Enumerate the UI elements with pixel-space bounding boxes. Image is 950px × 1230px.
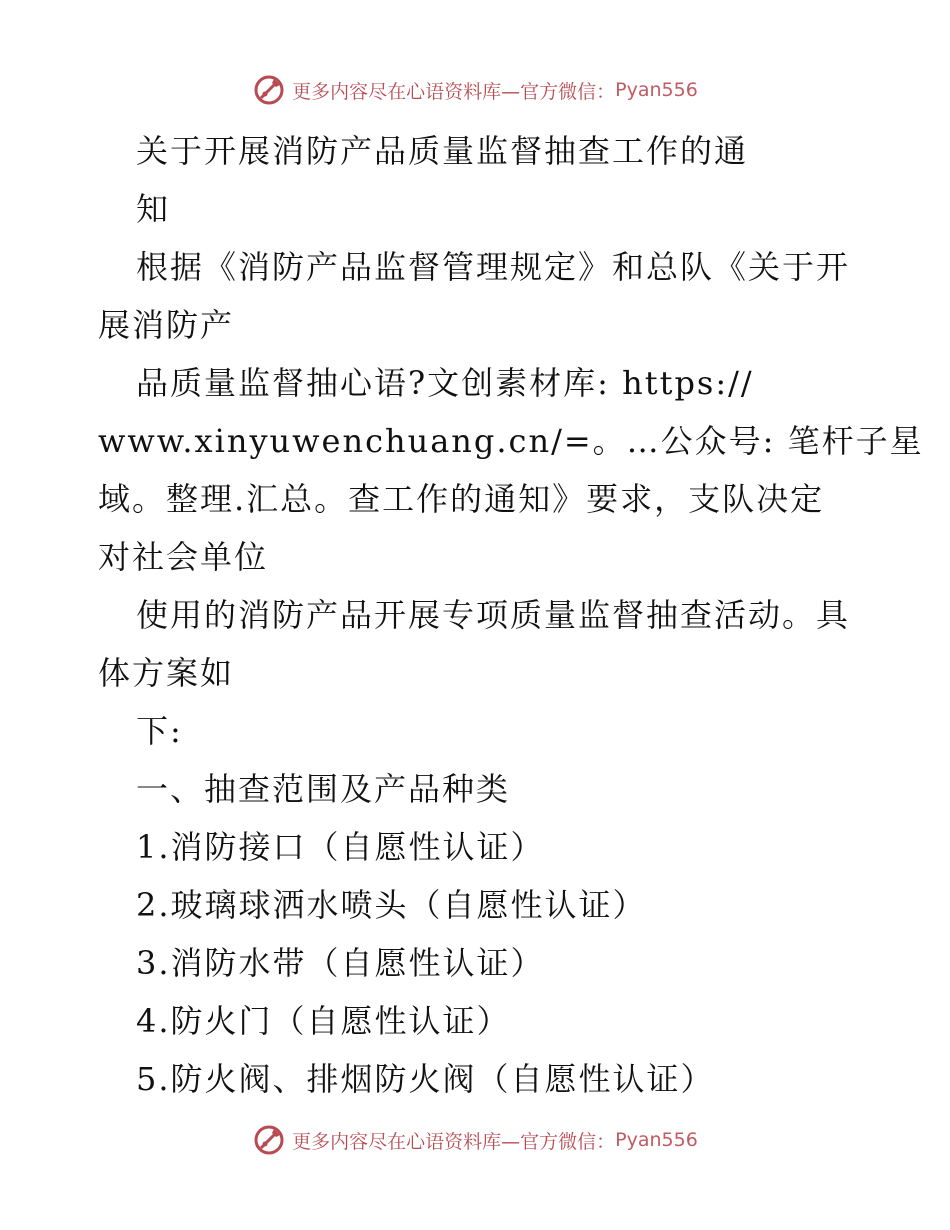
list-item: 4.防火门（自愿性认证） <box>136 1002 511 1040</box>
paragraph-line: 根据《消防产品监督管理规定》和总队《关于开 <box>136 248 851 286</box>
paragraph-line: 域。整理.汇总。查工作的通知》要求，支队决定 <box>98 480 825 518</box>
title-line-1: 关于开展消防产品质量监督抽查工作的通 <box>136 132 749 170</box>
wechat-handle: Pyan556 <box>615 79 698 101</box>
banner-text: 更多内容尽在心语资料库—官方微信： <box>292 1130 616 1153</box>
wechat-handle: Pyan556 <box>615 1129 698 1151</box>
list-item: 5.防火阀、排烟防火阀（自愿性认证） <box>136 1060 715 1098</box>
paragraph-line: 使用的消防产品开展专项质量监督抽查活动。具 <box>136 596 851 634</box>
list-item: 1.消防接口（自愿性认证） <box>136 828 545 866</box>
pen-logo-icon <box>252 1123 286 1157</box>
section-heading: 一、抽查范围及产品种类 <box>136 770 511 808</box>
list-item: 2.玻璃球洒水喷头（自愿性认证） <box>136 886 647 924</box>
list-item: 3.消防水带（自愿性认证） <box>136 944 545 982</box>
footer-watermark-banner <box>0 1120 950 1160</box>
banner-text: 更多内容尽在心语资料库—官方微信： <box>292 80 616 103</box>
title-line-2: 知 <box>136 190 171 228</box>
paragraph-line: 体方案如 <box>98 654 235 692</box>
header-watermark-banner <box>0 70 950 110</box>
document-body <box>98 122 924 1108</box>
paragraph-line: www.xinyuwenchuang.cn/=。…公众号: 笔杆子星 <box>98 422 924 460</box>
pen-logo-icon <box>252 73 286 107</box>
paragraph-line: 展消防产 <box>98 306 235 344</box>
paragraph-line: 下: <box>136 712 183 750</box>
paragraph-line: 对社会单位 <box>98 538 269 576</box>
paragraph-line: 品质量监督抽心语?文创素材库: https:// <box>136 364 754 402</box>
